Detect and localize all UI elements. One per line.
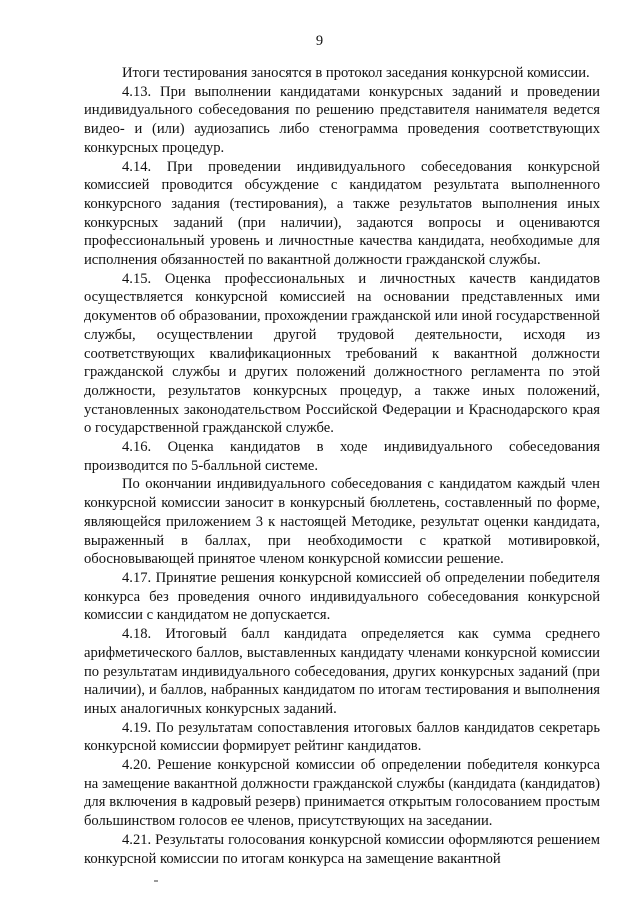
scan-speck — [154, 880, 158, 882]
paragraph-4-16: 4.16. Оценка кандидатов в ходе индивидуального собеседования производится по 5-балльной системе. — [84, 439, 600, 474]
paragraph-4-14: 4.14. При проведении индивидуального собеседования конкурсной комиссией проводится обсуждение с кандидатом результата выполненного конкурсного задания (тестирования), а также результатов выполнения иных конкурсных заданий (при наличии), задаются вопросы и оцениваются профессиональный уровень и личностные качества кандидата, необходимые для исполнения обязанностей по вакантной должности гражданской службы. — [84, 158, 600, 269]
paragraph-4-20: 4.20. Решение конкурсной комиссии об определении победителя конкурса на замещение вакантной должности гражданской службы (кандидата (кандидатов) для включения в кадровый резерв) принимается открытым голосованием простым большинством голосов ее членов, присутствующих на заседании. — [84, 757, 600, 830]
paragraph-4-13: 4.13. При выполнении кандидатами конкурсных заданий и проведении индивидуального собеседования по решению представителя нанимателя ведется видео- и (или) аудиозапись либо стенограмма проведения соответствующих конкурсных процедур. — [84, 83, 600, 156]
paragraph-ballot: По окончании индивидуального собеседования с кандидатом каждый член конкурсной комиссии заносит в конкурсный бюллетень, составленный по форме, являющейся приложением 3 к настоящей Методике, результат оценки кандидата, выраженный в баллах, при необходимости с краткой мотивировкой, обосновывающей принятое членом конкурсной комиссии решение. — [84, 476, 600, 568]
document-body — [84, 64, 600, 868]
paragraph-4-21: 4.21. Результаты голосования конкурсной комиссии оформляются решением конкурсной комиссии по итогам конкурса на замещение вакантной — [84, 831, 600, 867]
paragraph-testing-results: Итоги тестирования заносятся в протокол заседания конкурсной комиссии. — [122, 65, 590, 81]
paragraph-4-15: 4.15. Оценка профессиональных и личностных качеств кандидатов осуществляется конкурсной комиссией на основании представленных ими документов об образовании, прохождении гражданской или иной государственной службы, осуществлении другой трудовой деятельности, исходя из соответствующих квалификационных требований к вакантной должности гражданской службы и других положений должностного регламента по этой должности, результатов конкурсных процедур, а также иных положений, установленных законодательством Российской Федерации и Краснодарского края о государственной гражданской службе. — [84, 270, 600, 437]
paragraph-4-18: 4.18. Итоговый балл кандидата определяется как сумма среднего арифметического баллов, выставленных кандидату членами конкурсной комиссии по результатам индивидуального собеседования, других конкурсных заданий (при наличии), и баллов, набранных кандидатом по итогам тестирования и выполнения иных аналогичных конкурсных заданий. — [84, 626, 600, 717]
page-number: 9 — [315, 33, 324, 49]
paragraph-4-17: 4.17. Принятие решения конкурсной комиссией об определении победителя конкурса без проведения очного индивидуального собеседования конкурсной комиссии с кандидатом не допускается. — [84, 569, 600, 624]
paragraph-4-19: 4.19. По результатам сопоставления итоговых баллов кандидатов секретарь конкурсной комиссии формирует рейтинг кандидатов. — [84, 719, 600, 755]
